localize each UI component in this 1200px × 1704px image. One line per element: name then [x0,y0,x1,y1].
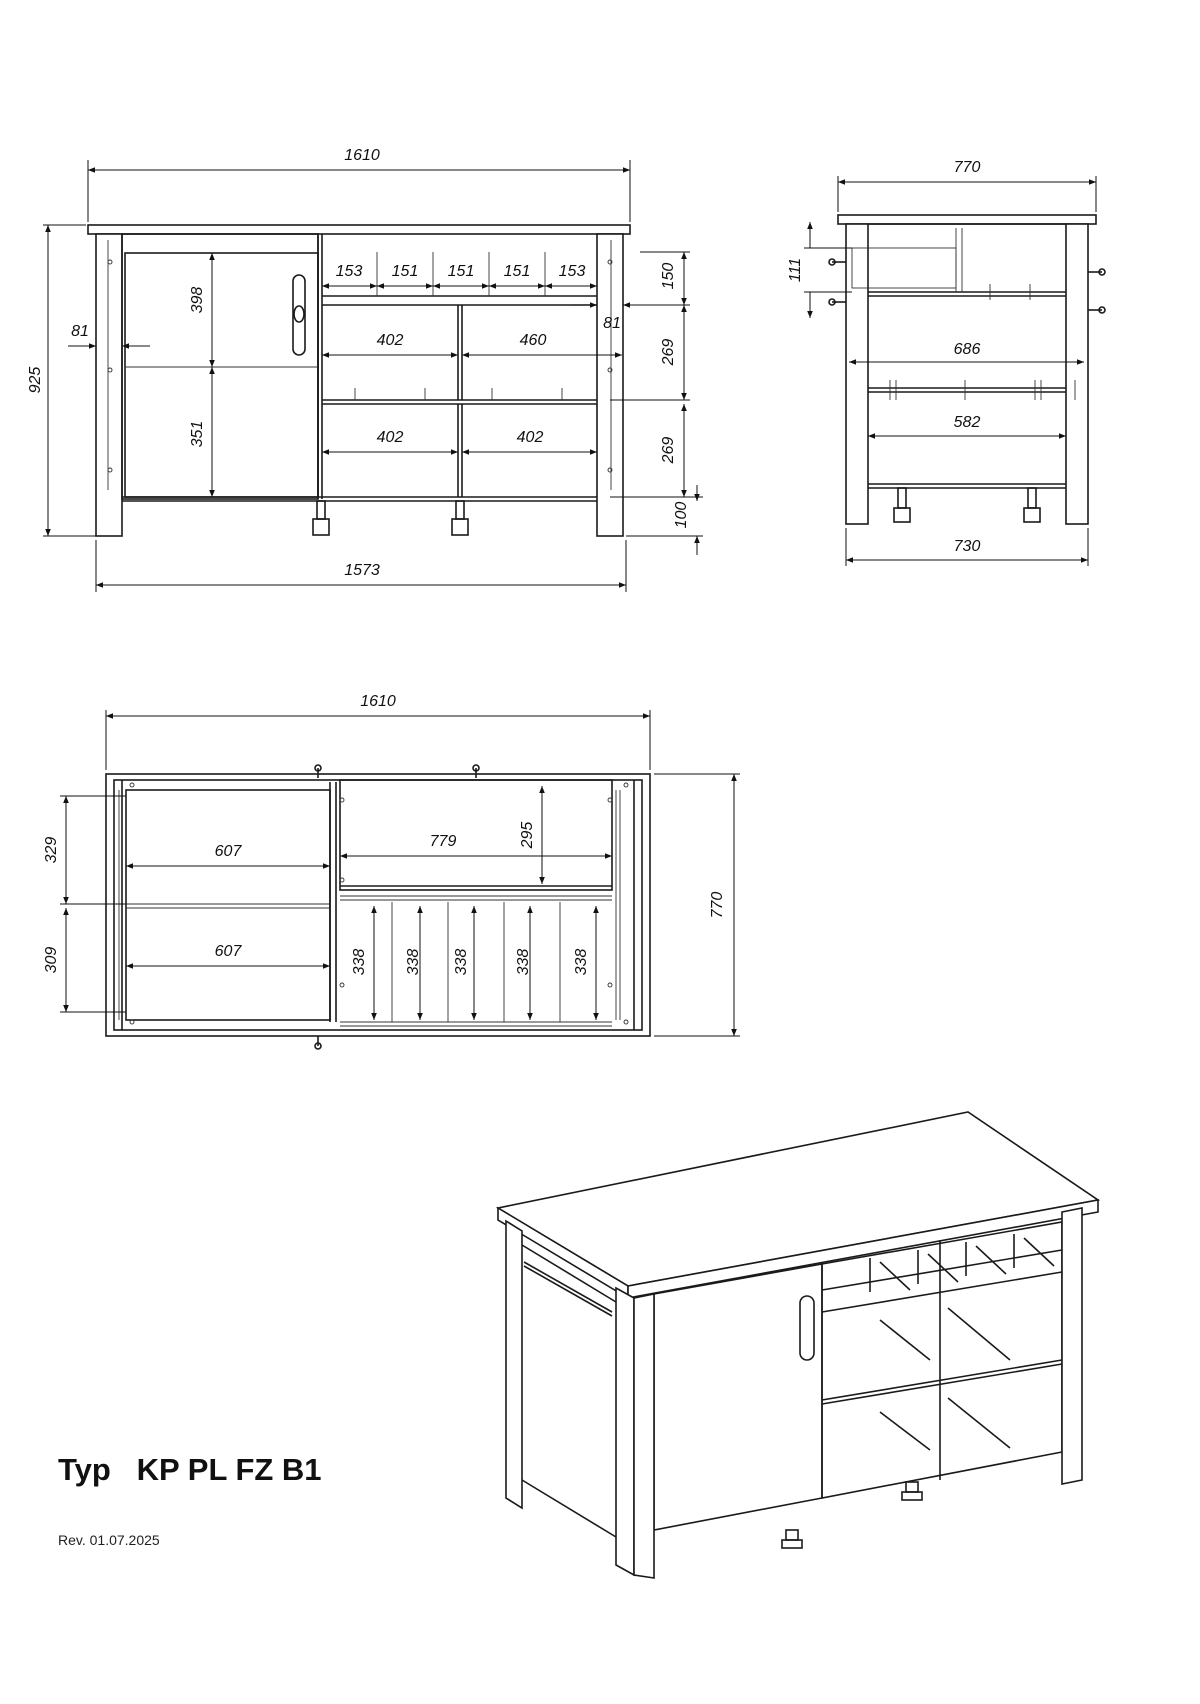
perspective-foot-left [782,1530,802,1548]
left-lower-depth: 309 [43,946,60,974]
left-upper-width: 607 [214,843,242,860]
divider-depth-4: 338 [515,948,532,976]
side-inset: 81 [71,323,89,340]
front-height: 925 [27,366,44,394]
upper-compartment-depth: 295 [519,821,536,849]
foot-right [452,501,468,535]
compartment-5: 153 [558,263,586,280]
side-view [787,159,1105,566]
divider-depth-3: 338 [453,948,470,976]
front-overall-width: 1610 [344,147,380,164]
perspective-view [498,1112,1098,1578]
door-upper-height: 398 [189,286,206,314]
foot-height: 100 [673,501,690,529]
top-view [43,693,740,1049]
upper-compartment-width: 779 [429,833,457,850]
foot-left [313,501,329,535]
divider-depth-5: 338 [573,948,590,976]
side-foot-left [894,488,910,522]
top-row-height: 150 [660,262,677,290]
top-handle-bottom [315,1036,321,1049]
revision-date: Rev. 01.07.2025 [58,1532,160,1548]
shelf-lower-right: 402 [516,429,544,446]
shelf-upper-left: 402 [376,332,404,349]
shelf-height-upper: 269 [660,338,677,366]
door-lower-height: 351 [189,420,206,448]
left-upper-depth: 329 [43,836,60,864]
side-drawer-height: 111 [787,257,804,283]
title-prefix: Typ [58,1452,111,1487]
side-base-depth: 730 [953,538,981,555]
shelf-lower-left: 402 [376,429,404,446]
side-inner-upper: 686 [953,341,981,358]
side-handle-left [829,259,846,305]
right-inset: 81 [603,315,621,332]
side-inner-lower: 582 [953,414,981,431]
side-handle-right [1088,269,1105,313]
side-foot-right [1024,488,1040,522]
model-title [58,1452,322,1488]
compartment-3: 151 [447,263,475,280]
top-depth: 770 [709,891,726,919]
side-top-depth: 770 [953,159,981,176]
compartment-4: 151 [503,263,531,280]
shelf-upper-right: 460 [519,332,547,349]
title-model: KP PL FZ B1 [136,1452,322,1487]
top-overall-width: 1610 [360,693,396,710]
compartment-2: 151 [391,263,419,280]
front-view [27,147,703,592]
perspective-foot-right [902,1482,922,1500]
divider-depth-1: 338 [351,948,368,976]
left-lower-width: 607 [214,943,242,960]
front-base-width: 1573 [344,562,380,579]
shelf-height-lower: 269 [660,436,677,464]
compartment-1: 153 [335,263,363,280]
divider-depth-2: 338 [405,948,422,976]
